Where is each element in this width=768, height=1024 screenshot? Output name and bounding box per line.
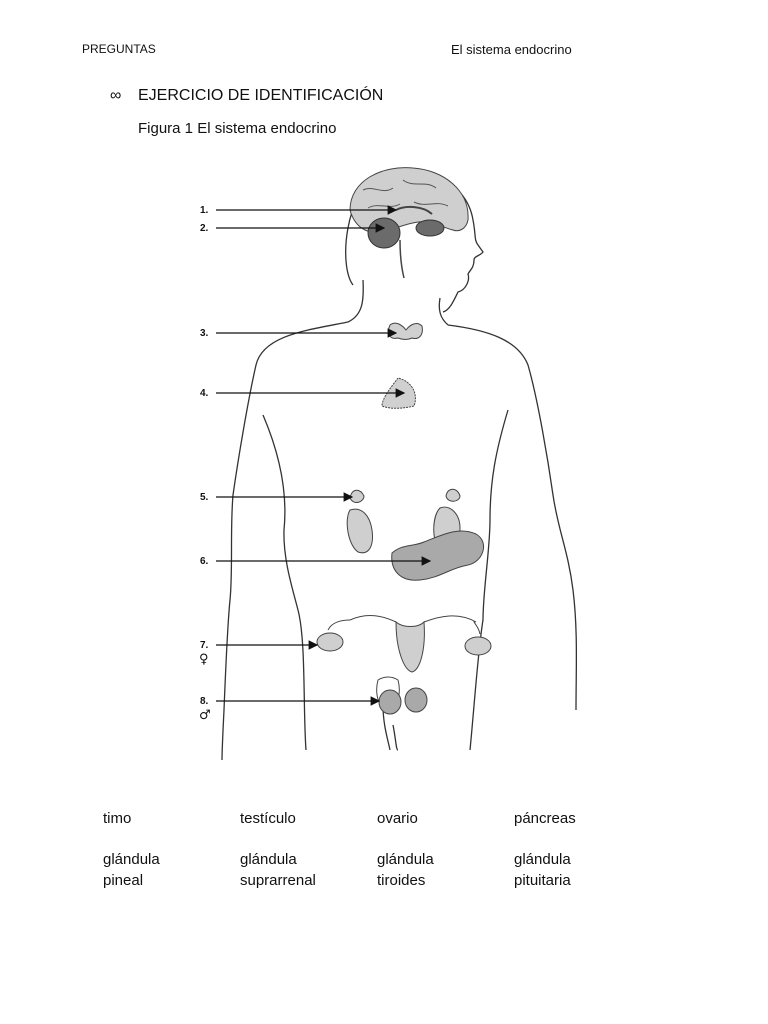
word-line: glándula xyxy=(103,851,160,868)
word-line: pineal xyxy=(103,872,144,889)
brain xyxy=(350,168,468,278)
word-line: glándula xyxy=(240,851,297,868)
label-3: 3. xyxy=(200,328,209,339)
figure-caption: Figura 1 El sistema endocrino xyxy=(138,120,337,137)
label-6: 6. xyxy=(200,556,209,567)
male-symbol-icon: ♂ xyxy=(199,708,211,723)
body-outline xyxy=(222,172,576,760)
figure-labels xyxy=(200,205,209,707)
thyroid xyxy=(388,323,422,339)
label-1: 1. xyxy=(200,205,209,216)
word-item: ovario xyxy=(377,810,418,827)
word-line: pituitaria xyxy=(514,872,571,889)
word-item xyxy=(103,849,240,891)
word-line: glándula xyxy=(514,851,571,868)
male-reproductive xyxy=(377,677,427,714)
header-right: El sistema endocrino xyxy=(451,42,572,57)
word-item xyxy=(514,849,651,891)
word-item xyxy=(377,849,514,891)
word-bank xyxy=(103,808,663,891)
word-item: páncreas xyxy=(514,810,576,827)
word-line: glándula xyxy=(377,851,434,868)
endocrine-figure xyxy=(178,150,590,770)
word-bank-row-1 xyxy=(103,808,663,829)
word-item: testículo xyxy=(240,810,296,827)
label-7: 7. xyxy=(200,640,209,651)
pancreas xyxy=(392,531,484,580)
female-reproductive xyxy=(317,616,491,672)
infinity-bullet-icon: ∞ xyxy=(110,87,122,104)
word-item: timo xyxy=(103,810,132,827)
word-bank-row-2 xyxy=(103,849,663,891)
female-symbol-icon: ♀ xyxy=(199,652,209,667)
label-8: 8. xyxy=(200,696,209,707)
header-left: PREGUNTAS xyxy=(82,42,156,56)
word-line: tiroides xyxy=(377,872,426,889)
label-2: 2. xyxy=(200,223,209,234)
word-item xyxy=(240,849,377,891)
endocrine-diagram xyxy=(178,150,590,770)
label-4: 4. xyxy=(200,388,209,399)
exercise-title-text: EJERCICIO DE IDENTIFICACIÓN xyxy=(138,87,384,104)
exercise-title xyxy=(110,87,383,105)
label-5: 5. xyxy=(200,492,209,503)
word-line: suprarrenal xyxy=(240,872,316,889)
